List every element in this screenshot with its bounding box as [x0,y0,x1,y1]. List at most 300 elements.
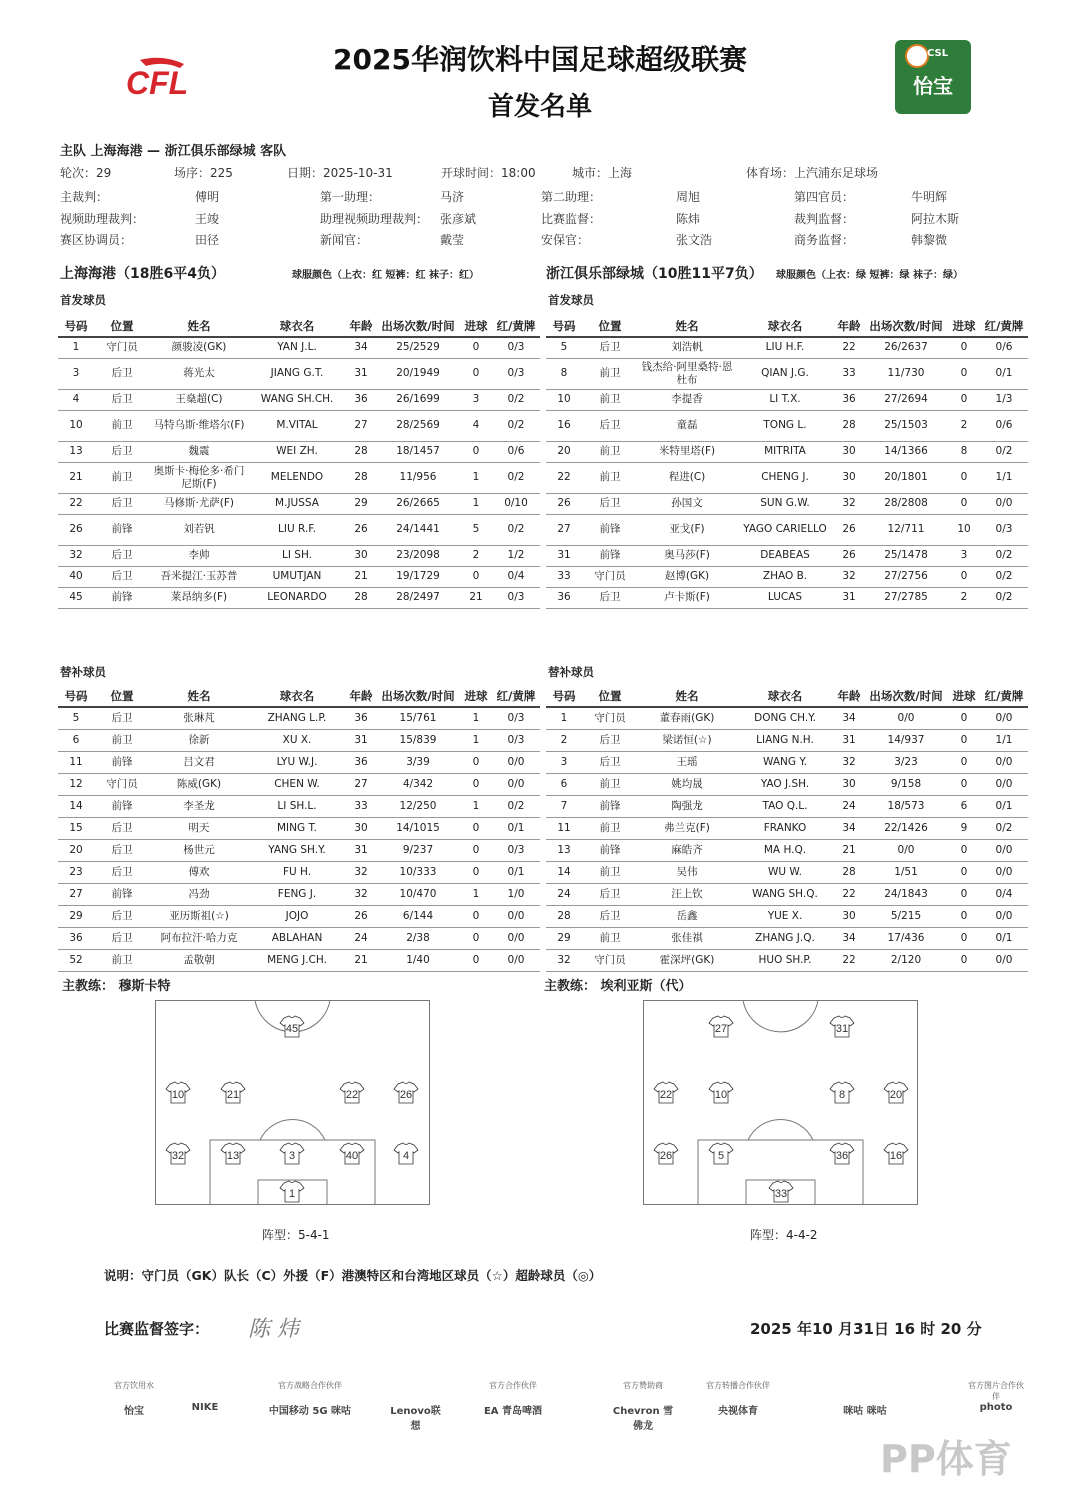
player-cell: 前锋 [94,795,150,817]
player-cell: 0 [948,927,980,949]
player-row [58,462,540,493]
player-cell: 0 [460,817,492,839]
player-cell: 姚均晟 [638,773,736,795]
jersey-number: 4 [402,1150,410,1162]
player-cell: 5 [58,707,94,729]
player-cell: 魏震 [150,441,248,462]
column-header: 位置 [94,686,150,707]
player-cell: 守门员 [582,566,638,587]
player-row [58,587,540,608]
player-cell: 李提香 [638,389,736,410]
sponsor-logo: 中国移动 5G 咪咕 [268,1406,352,1417]
player-cell: 孟敬朝 [150,949,248,971]
official-name: 王竣 [195,212,220,226]
jersey-icon [884,1082,908,1103]
jersey-number: 5 [717,1150,725,1162]
player-cell: 0/3 [492,707,540,729]
player-row [58,751,540,773]
official-label: 助理视频助理裁判： [320,212,429,226]
player-cell: 31 [346,729,376,751]
player-row [546,545,1028,566]
jersey-number: 21 [226,1089,240,1101]
player-row [546,839,1028,861]
player-cell: 34 [834,817,864,839]
column-header: 号码 [546,686,582,707]
player-cell: 0/0 [492,905,540,927]
jersey-number: 22 [659,1089,673,1101]
player-row [546,358,1028,389]
player-cell: 1/1 [980,462,1028,493]
sponsor-category: 官方转播合作伙伴 [706,1381,770,1390]
player-cell: 钱杰给·阿里桑特·恩杜布 [638,358,736,389]
player-cell: 6/144 [376,905,460,927]
player-cell: 前卫 [582,927,638,949]
player-cell: 10/470 [376,883,460,905]
player-cell: 0/6 [980,337,1028,358]
player-cell: 25/2529 [376,337,460,358]
official-name: 韩黎微 [911,233,948,247]
player-cell: 26 [546,493,582,514]
player-cell: 14/1366 [864,441,948,462]
player-cell: 0 [948,883,980,905]
player-cell: 10 [546,389,582,410]
player-cell: 3 [948,545,980,566]
player-cell: 0 [460,773,492,795]
player-cell: ABLAHAN [248,927,346,949]
official-name: 张文浩 [676,233,713,247]
player-cell: 27/2785 [864,587,948,608]
player-cell: 28 [346,587,376,608]
player-cell: 守门员 [94,773,150,795]
column-header: 姓名 [638,686,736,707]
player-cell: ZHANG J.Q. [736,927,834,949]
player-cell: 0 [948,462,980,493]
player-row [546,514,1028,545]
player-cell: 28/2808 [864,493,948,514]
home-formation-pitch [155,1000,430,1205]
player-cell: 10 [58,410,94,441]
player-row [546,773,1028,795]
player-row [546,905,1028,927]
player-cell: 0/0 [980,707,1028,729]
player-cell: 0 [948,707,980,729]
player-cell: 0/1 [980,358,1028,389]
player-cell: 0/3 [492,729,540,751]
sponsor-category: 官方饮用水 [114,1381,154,1390]
jersey-icon [280,1181,304,1202]
player-cell: 26 [346,514,376,545]
player-cell: 马修斯·尤萨(F) [150,493,248,514]
player-row [58,905,540,927]
player-row [546,883,1028,905]
player-cell: 0/1 [492,861,540,883]
player-cell: 13 [546,839,582,861]
column-header: 球衣名 [736,686,834,707]
jersey-icon [221,1143,245,1164]
player-cell: MITRITA [736,441,834,462]
jersey-icon [340,1143,364,1164]
player-cell: 1 [460,462,492,493]
player-cell: 后卫 [94,861,150,883]
jersey-number: 31 [835,1023,849,1035]
player-cell: 0/2 [492,462,540,493]
player-row [58,566,540,587]
player-cell: 徐新 [150,729,248,751]
player-cell: 1/40 [376,949,460,971]
player-cell: 0 [948,861,980,883]
jersey-icon [709,1082,733,1103]
jersey-icon [709,1016,733,1037]
sponsor-logo: photo [979,1402,1013,1413]
player-cell: WANG Y. [736,751,834,773]
player-cell: 22 [546,462,582,493]
player-cell: LI T.X. [736,389,834,410]
official-name: 陈炜 [676,212,701,226]
player-cell: 0 [460,949,492,971]
column-header: 号码 [58,316,94,337]
player-cell: 21 [834,839,864,861]
player-cell: 5 [460,514,492,545]
jersey-number: 36 [835,1150,849,1162]
player-cell: MELENDO [248,462,346,493]
player-cell: 26 [346,905,376,927]
ball-icon [905,44,929,68]
player-cell: 0/1 [980,795,1028,817]
column-header: 年龄 [834,686,864,707]
penalty-arc [260,1119,325,1140]
player-row [546,566,1028,587]
column-header: 号码 [546,316,582,337]
player-cell: 4 [58,389,94,410]
jersey-icon [709,1143,733,1164]
player-cell: 4/342 [376,773,460,795]
player-cell: 0 [460,861,492,883]
player-cell: 26/2665 [376,493,460,514]
player-cell: 27/2756 [864,566,948,587]
match-number: 场序：225 [174,166,233,180]
player-cell: 28 [546,905,582,927]
player-cell: 0/0 [980,751,1028,773]
column-header: 年龄 [834,316,864,337]
player-cell: 32 [834,493,864,514]
jersey-icon [830,1016,854,1037]
player-cell: 1 [460,795,492,817]
player-cell: 3 [460,389,492,410]
player-cell: TONG L. [736,410,834,441]
player-cell: 28 [346,441,376,462]
home-subs-label: 替补球员 [60,665,106,679]
player-cell: 1 [460,883,492,905]
player-cell: LI SH. [248,545,346,566]
player-cell: 0 [460,839,492,861]
column-header: 号码 [58,686,94,707]
player-cell: 刘浩帆 [638,337,736,358]
sponsor-logo: EA 青岛啤酒 [483,1406,543,1417]
player-cell: 0/0 [864,707,948,729]
official-label: 新闻官： [320,233,369,247]
player-cell: 28 [834,861,864,883]
player-cell: FENG J. [248,883,346,905]
jersey-icon [280,1143,304,1164]
official-name: 戴莹 [440,233,465,247]
player-cell: 27 [546,514,582,545]
player-cell: 34 [834,707,864,729]
player-cell: ZHAO B. [736,566,834,587]
player-cell: 前卫 [582,462,638,493]
player-row [58,410,540,441]
player-cell: MA H.Q. [736,839,834,861]
player-row [546,707,1028,729]
official-name: 张彦斌 [440,212,477,226]
player-cell: 0/1 [492,817,540,839]
player-cell: 52 [58,949,94,971]
column-header: 出场次数/时间 [864,686,948,707]
player-row [546,927,1028,949]
player-cell: 2 [948,410,980,441]
player-cell: 前锋 [582,839,638,861]
home-team-name: 上海海港（18胜6平4负） [60,266,225,282]
csl-logo-text: 怡宝 [913,74,953,98]
player-cell: M.VITAL [248,410,346,441]
home-starters-label: 首发球员 [60,293,106,307]
player-cell: 22 [58,493,94,514]
player-cell: 前卫 [582,389,638,410]
player-cell: 1 [460,493,492,514]
sponsor-category: 官方合作伙伴 [489,1381,537,1390]
official-label: 第一助理： [320,190,381,204]
player-cell: 董春雨(GK) [638,707,736,729]
player-cell: 后卫 [582,751,638,773]
official-label: 主裁判： [60,190,109,204]
player-cell: 34 [346,337,376,358]
column-header: 红/黄牌 [980,686,1028,707]
player-cell: 14 [58,795,94,817]
player-cell: 12 [58,773,94,795]
jersey-icon [884,1143,908,1164]
player-cell: 0 [948,389,980,410]
player-cell: SUN G.W. [736,493,834,514]
player-cell: LUCAS [736,587,834,608]
away-kit-colors: 球服颜色（上衣：绿 短裤：绿 袜子：绿） [776,270,963,281]
player-row [546,493,1028,514]
player-cell: 后卫 [582,493,638,514]
player-cell: 张琳芃 [150,707,248,729]
player-cell: 0/0 [492,949,540,971]
player-cell: 1/0 [492,883,540,905]
page-subtitle: 首发名单 [487,92,592,122]
player-cell: 36 [58,927,94,949]
player-cell: 0/2 [492,389,540,410]
player-cell: 30 [346,545,376,566]
player-row [546,751,1028,773]
player-cell: 后卫 [582,905,638,927]
jersey-icon [654,1082,678,1103]
player-cell: 33 [346,795,376,817]
player-cell: 吕文君 [150,751,248,773]
player-cell: 18/1457 [376,441,460,462]
player-cell: CHEN W. [248,773,346,795]
sponsor-logo: 央视体育 [718,1406,758,1417]
player-cell: 0/0 [492,751,540,773]
column-header: 红/黄牌 [492,686,540,707]
csl-logo-top: CSL [927,48,949,59]
player-cell: 0/0 [980,493,1028,514]
player-cell: 蒋光太 [150,358,248,389]
player-cell: 21 [460,587,492,608]
column-header: 进球 [460,316,492,337]
jersey-icon [166,1143,190,1164]
player-cell: 29 [546,927,582,949]
player-cell: 0/2 [492,795,540,817]
player-cell: 26/1699 [376,389,460,410]
jersey-number: 22 [345,1089,359,1101]
official-name: 周旭 [676,190,701,204]
player-cell: 前锋 [94,883,150,905]
player-cell: 0/2 [980,545,1028,566]
player-cell: 亚戈(F) [638,514,736,545]
player-cell: 0/3 [492,358,540,389]
player-cell: 30 [834,905,864,927]
player-cell: MING T. [248,817,346,839]
player-cell: 前卫 [94,410,150,441]
official-label: 第二助理： [541,190,602,204]
player-row [546,729,1028,751]
player-cell: 前卫 [94,462,150,493]
player-cell: 26 [834,514,864,545]
player-cell: 21 [346,566,376,587]
player-row [546,817,1028,839]
official-label: 商务监督： [794,233,855,247]
match-date: 日期：2025-10-31 [287,166,393,180]
player-cell: 25/1503 [864,410,948,441]
player-cell: 15 [58,817,94,839]
player-cell: 阿布拉汗·哈力克 [150,927,248,949]
player-row [546,795,1028,817]
player-cell: 霍深坪(GK) [638,949,736,971]
player-cell: 0/1 [980,927,1028,949]
player-cell: YUE X. [736,905,834,927]
player-cell: 31 [546,545,582,566]
player-cell: 前卫 [94,729,150,751]
player-cell: LYU W.J. [248,751,346,773]
column-header: 球衣名 [248,686,346,707]
home-coach: 主教练： 穆斯卡特 [62,979,171,994]
player-cell: 王瑶 [638,751,736,773]
player-row [58,729,540,751]
sponsor-category: 官方战略合作伙伴 [278,1381,342,1390]
player-row [58,441,540,462]
player-cell: 0/3 [980,514,1028,545]
player-cell: 后卫 [582,587,638,608]
player-cell: YAN J.L. [248,337,346,358]
player-cell: 21 [346,949,376,971]
player-row [546,861,1028,883]
player-cell: XU X. [248,729,346,751]
player-cell: 后卫 [582,729,638,751]
player-cell: 20/1801 [864,462,948,493]
player-cell: 24 [834,795,864,817]
player-cell: YANG SH.Y. [248,839,346,861]
player-row [546,337,1028,358]
away-subs-table [546,686,1028,972]
city: 城市：上海 [572,166,633,180]
official-label: 比赛监督： [541,212,602,226]
player-cell: 0/2 [980,587,1028,608]
player-row [58,927,540,949]
player-cell: 陈威(GK) [150,773,248,795]
player-row [58,337,540,358]
player-cell: 0 [948,839,980,861]
player-cell: 0/2 [492,410,540,441]
player-cell: 26/2637 [864,337,948,358]
column-header: 出场次数/时间 [376,316,460,337]
player-cell: UMUTJAN [248,566,346,587]
player-cell: 李圣龙 [150,795,248,817]
jersey-number: 10 [714,1089,728,1101]
player-cell: 28/2569 [376,410,460,441]
player-cell: 10/333 [376,861,460,883]
player-cell: 吴伟 [638,861,736,883]
player-cell: 守门员 [582,949,638,971]
player-cell: LI SH.L. [248,795,346,817]
player-row [58,949,540,971]
player-cell: 明天 [150,817,248,839]
page-title: 2025华润饮料中国足球超级联赛 [333,43,747,76]
player-cell: 汪上钦 [638,883,736,905]
player-cell: 0/0 [980,949,1028,971]
column-header: 姓名 [150,316,248,337]
player-cell: ZHANG L.P. [248,707,346,729]
player-cell: 32 [346,861,376,883]
player-cell: YAO J.SH. [736,773,834,795]
home-formation: 阵型：5-4-1 [262,1228,330,1242]
player-cell: 前锋 [94,587,150,608]
column-header: 红/黄牌 [492,316,540,337]
player-cell: 36 [346,707,376,729]
player-cell: 米特里塔(F) [638,441,736,462]
player-cell: 31 [834,587,864,608]
jersey-number: 16 [889,1150,903,1162]
player-cell: 24/1441 [376,514,460,545]
player-row [58,707,540,729]
away-starters-table [546,316,1028,609]
official-label: 第四官员： [794,190,855,204]
player-cell: 4 [460,410,492,441]
player-cell: 0 [948,751,980,773]
player-cell: 马特乌斯·维塔尔(F) [150,410,248,441]
jersey-number: 26 [659,1150,673,1162]
player-cell: 0 [948,337,980,358]
player-cell: 11 [58,751,94,773]
player-row [58,861,540,883]
official-name: 阿拉木斯 [911,212,960,226]
player-cell: 2 [546,729,582,751]
player-cell: 14/937 [864,729,948,751]
player-cell: M.JUSSA [248,493,346,514]
player-cell: LIU R.F. [248,514,346,545]
player-cell: 1/3 [980,389,1028,410]
player-cell: 29 [58,905,94,927]
player-cell: 吾米提江·玉苏普 [150,566,248,587]
official-name: 田径 [195,233,220,247]
player-cell: 后卫 [94,493,150,514]
player-cell: 0 [948,773,980,795]
player-cell: 10 [948,514,980,545]
player-cell: FU H. [248,861,346,883]
player-cell: 2/120 [864,949,948,971]
column-header: 进球 [460,686,492,707]
player-cell: 1 [58,337,94,358]
